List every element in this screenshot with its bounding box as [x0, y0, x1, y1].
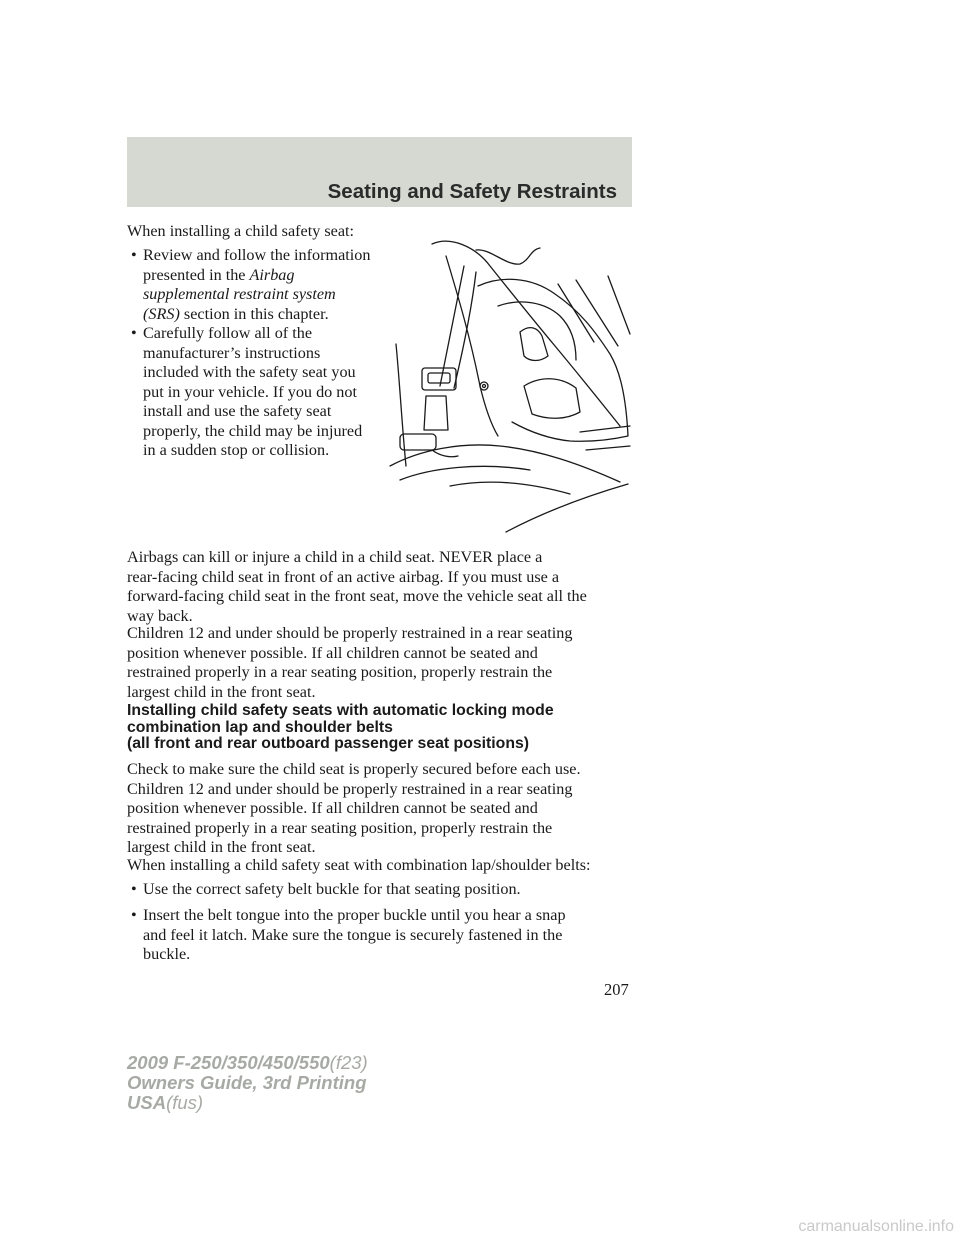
- intro-bullet1-line3: [143, 285, 370, 305]
- page-number: 207: [604, 980, 629, 999]
- child-seat-pad: [524, 379, 580, 419]
- paragraph-line: Check to make sure the child seat is properly secured before each use.: [127, 760, 581, 778]
- paragraph-line: restrained properly in a rear seating position, properly restrain the: [127, 818, 553, 837]
- seat-headrest-outline: [476, 248, 540, 264]
- intro-bullet2-line: Carefully follow all of the: [143, 324, 313, 342]
- airbag-reference: Airbag: [249, 265, 295, 284]
- paragraph-line: Children 12 and under should be properly restrained in a rear seating: [127, 779, 573, 798]
- seat-side-bolster: [446, 256, 498, 436]
- bullet-glyph: •: [131, 906, 137, 924]
- child-seat-inner: [498, 302, 576, 360]
- belt-latch-plate: [422, 368, 456, 390]
- combination-lead: When installing a child safety seat with combination lap/shoulder belts:: [127, 856, 591, 874]
- belt-latch-slot: [428, 373, 450, 383]
- paragraph-line: Children 12 and under should be properly restrained in a rear seating: [127, 624, 573, 642]
- intro-bullet2-line: manufacturer’s instructions: [143, 343, 321, 362]
- bullet-glyph: •: [131, 324, 137, 342]
- intro-bullet1: [143, 246, 370, 324]
- paragraph-line: largest child in the front seat.: [127, 838, 316, 856]
- paragraph-line: position whenever possible. If all children cannot be seated and: [127, 799, 538, 817]
- intro-lead: When installing a child safety seat:: [127, 222, 355, 240]
- anchor-bolt: [480, 382, 488, 390]
- intro-bullet1-line2: [143, 266, 370, 286]
- bullet-glyph: •: [131, 246, 137, 264]
- paragraph-line: largest child in the front seat.: [127, 682, 316, 701]
- anchor-bolt-inner: [483, 385, 486, 388]
- heading-line: combination lap and shoulder belts: [127, 718, 393, 736]
- intro-bullet1-line4: [143, 305, 370, 325]
- srs-abbrev: (SRS): [143, 304, 180, 323]
- heading-line: Installing child safety seats with automatic locking mode: [127, 702, 554, 719]
- seat-left-edge: [396, 344, 406, 466]
- belt-buckle: [424, 396, 448, 430]
- children-paragraph: [127, 624, 572, 702]
- shoulder-belt: [440, 266, 476, 388]
- watermark-link[interactable]: carmanualsonline.info: [798, 1218, 954, 1235]
- bullet-correct-buckle: Use the correct safety belt buckle for that seating position.: [143, 880, 521, 898]
- footer-market-line: [127, 1093, 203, 1113]
- intro-bullet1-line2-text: presented in the: [143, 265, 250, 284]
- seat-cushion-lines: [400, 466, 570, 494]
- intro-bullet2-line: in a sudden stop or collision.: [143, 441, 330, 459]
- child-seat-belt-icon: [380, 236, 632, 536]
- bullet-line: and feel it latch. Make sure the tongue is securely fastened in the: [143, 925, 563, 944]
- footer-model: 2009 F-250/350/450/550: [127, 1052, 330, 1073]
- intro-bullet1-line4-text: section in this chapter.: [179, 304, 329, 323]
- bullet-insert-tongue: [143, 906, 566, 965]
- heading-line: (all front and rear outboard passenger seat positions): [127, 735, 530, 752]
- intro-bullet2-line: put in your vehicle. If you do not: [143, 382, 357, 401]
- intro-bullet1-line1: Review and follow the information: [143, 246, 371, 264]
- seat-back-outline: [432, 241, 620, 426]
- child-seat-shell: [478, 279, 628, 441]
- footer-model-code: (f23): [329, 1052, 368, 1073]
- intro-bullet2-line: included with the safety seat you: [143, 363, 356, 381]
- footer-market: USA: [127, 1092, 167, 1113]
- section-title: Seating and Safety Restraints: [327, 180, 617, 203]
- airbag-warning-paragraph: [127, 548, 587, 626]
- paragraph-line: rear-facing child seat in front of an active airbag. If you must use a: [127, 567, 560, 586]
- bullet-line: Insert the belt tongue into the proper buckle until you hear a snap: [143, 906, 566, 924]
- paragraph-line: position whenever possible. If all children cannot be seated and: [127, 643, 538, 662]
- intro-bullet2-line: properly, the child may be injured: [143, 421, 363, 440]
- belt-webbing-lines: [580, 426, 630, 450]
- intro-bullet2: [143, 324, 362, 461]
- bullet-glyph: •: [131, 880, 137, 898]
- buckle-strap: [432, 450, 458, 457]
- footer-model-line: [127, 1053, 368, 1073]
- srs-reference: supplemental restraint system: [143, 285, 336, 303]
- paragraph-line: Airbags can kill or injure a child in a child seat. NEVER place a: [127, 548, 543, 566]
- section-heading: [127, 703, 554, 753]
- footer-market-code: (fus): [166, 1092, 204, 1113]
- check-paragraph: [127, 760, 581, 858]
- child-seat-lines: [558, 276, 630, 346]
- paragraph-line: forward-facing child seat in the front seat, move the vehicle seat all the: [127, 587, 587, 605]
- buckle-release: [400, 434, 436, 450]
- child-seat-belt-illustration: [380, 236, 632, 536]
- intro-bullet2-line: install and use the safety seat: [143, 402, 332, 420]
- bullet-line: buckle.: [143, 945, 191, 963]
- paragraph-line: way back.: [127, 606, 193, 625]
- paragraph-line: restrained properly in a rear seating position, properly restrain the: [127, 663, 553, 681]
- footer-guide-line: Owners Guide, 3rd Printing: [127, 1072, 367, 1093]
- seat-cushion-front: [506, 484, 628, 532]
